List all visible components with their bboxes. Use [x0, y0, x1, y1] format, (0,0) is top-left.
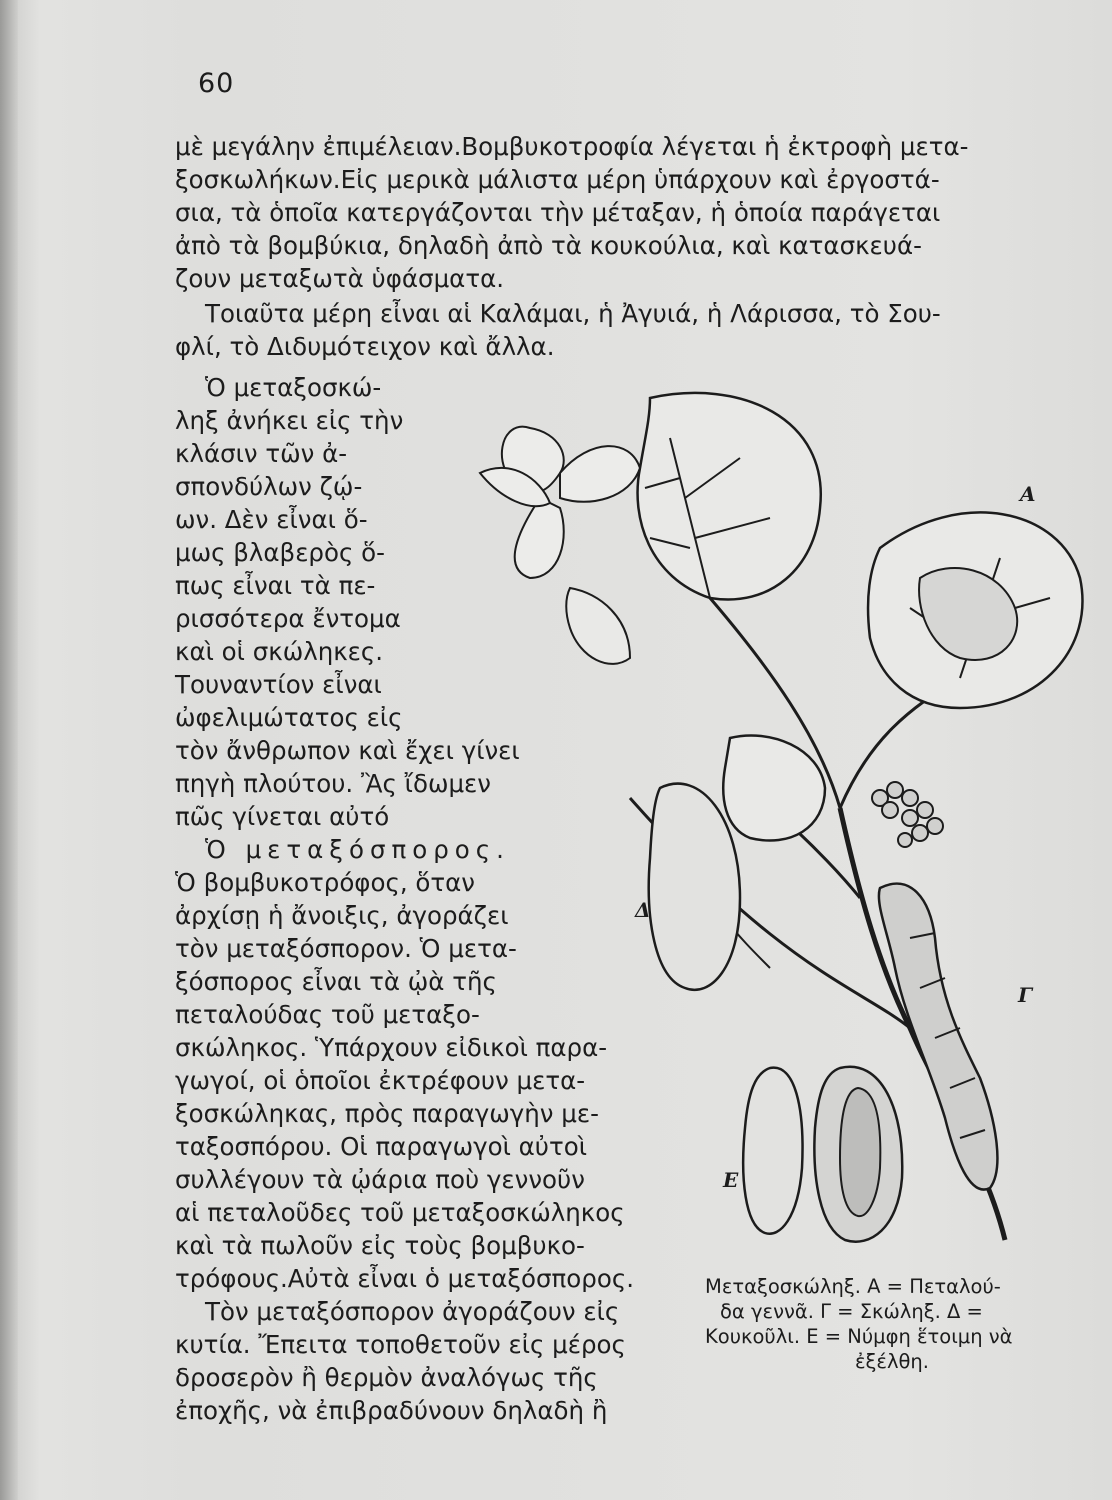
text-line: τὸν μεταξόσπορον. Ὁ μετα-	[175, 934, 517, 963]
text-line: καὶ τὰ πωλοῦν εἰς τοὺς βομβυκο-	[175, 1231, 585, 1260]
text-line: συλλέγουν τὰ ᾠάρια ποὺ γεννοῦν	[175, 1165, 585, 1194]
text-line: πηγὴ πλούτου. Ἂς ἴδωμεν	[175, 769, 491, 798]
text-line: σκώληκος. Ὑπάρχουν εἰδικοὶ παρα-	[175, 1033, 608, 1062]
figure-label-g: Γ	[1018, 983, 1033, 1007]
text-line: ζουν μεταξωτὰ ὑφάσματα.	[175, 264, 505, 293]
text-line: σπονδύλων ζῴ-	[175, 472, 363, 501]
figure-label-a: Α	[1020, 482, 1036, 506]
text-line: γωγοί, οἱ ὁποῖοι ἐκτρέφουν μετα-	[175, 1066, 586, 1095]
text-line: ταξοσπόρου. Οἱ παραγωγοὶ αὐτοὶ	[175, 1132, 588, 1161]
text-line: σια, τὰ ὁποῖα κατεργάζονται τὴν μέταξαν, ἡ ὁποία παράγεται	[175, 198, 941, 227]
text-line: μως βλαβερὸς ὅ-	[175, 538, 385, 567]
text-line: πως εἶναι τὰ πε-	[175, 571, 376, 600]
text-line: φλί, τὸ Διδυμότειχον καὶ ἄλλα.	[175, 332, 555, 361]
text-line: τρόφους.Αὐτὰ εἶναι ὁ μεταξόσπορος.	[175, 1264, 634, 1293]
text-line: ρισσότερα ἔντομα	[175, 604, 401, 633]
text-line: ἀρχίσῃ ἡ ἄνοιξις, ἀγοράζει	[175, 901, 509, 930]
text-line: Ὁ βομβυκοτρόφος, ὅταν	[175, 868, 475, 897]
text-line: πεταλούδας τοῦ μεταξο-	[175, 1000, 480, 1029]
text-line: ξοσκώληκας, πρὸς παραγωγὴν με-	[175, 1099, 599, 1128]
book-spine-shadow	[0, 0, 18, 1500]
text-line: ων. Δὲν εἶναι ὅ-	[175, 505, 368, 534]
text-line: Ὁ μεταξοσκώ-	[205, 373, 382, 402]
text-line: ξοσκωλήκων.Εἰς μερικὰ μάλιστα μέρη ὑπάρχουν καὶ ἐργοστά-	[175, 165, 940, 194]
text-line: ξόσπορος εἶναι τὰ ᾠὰ τῆς	[175, 967, 497, 996]
text-line: τὸν ἄνθρωπον καὶ ἔχει γίνει	[175, 736, 520, 765]
figure-label-d: Δ	[635, 898, 651, 922]
mulberry-branch-drawing	[440, 378, 1105, 1258]
text-line: Τουναντίον εἶναι	[175, 670, 382, 699]
text-line: ληξ ἀνήκει εἰς τὴν	[175, 406, 404, 435]
text-line: πῶς γίνεται αὐτό	[175, 802, 390, 831]
figure-caption-line: Μεταξοσκώληξ. Α = Πεταλού-	[705, 1275, 1001, 1298]
figure-caption-line: δα γεννᾶ. Γ = Σκώληξ. Δ =	[720, 1300, 983, 1323]
text-line: δροσερὸν ἢ θερμὸν ἀναλόγως τῆς	[175, 1363, 598, 1392]
text-line: καὶ οἱ σκώληκες.	[175, 637, 384, 666]
text-line: μὲ μεγάλην ἐπιμέλειαν.Βομβυκοτροφία λέγεται ἡ ἐκτροφὴ μετα-	[175, 132, 969, 161]
figure-caption-line: ἐξέλθη.	[855, 1350, 929, 1373]
text-line: κυτία. Ἔπειτα τοποθετοῦν εἰς μέρος	[175, 1330, 626, 1359]
text-line: Τοιαῦτα μέρη εἶναι αἱ Καλάμαι, ἡ Ἀγυιά, ἡ Λάρισσα, τὸ Σου-	[205, 299, 941, 328]
figure-caption-line: Κουκοῦλι. Ε = Νύμφη ἕτοιμη νὰ	[705, 1325, 1013, 1348]
text-line: ἐποχῆς, νὰ ἐπιβραδύνουν δηλαδὴ ἢ	[175, 1396, 608, 1425]
page-number: 60	[198, 68, 235, 99]
text-line: αἱ πεταλοῦδες τοῦ μεταξοσκώληκος	[175, 1198, 625, 1227]
text-line: κλάσιν τῶν ἀ-	[175, 439, 348, 468]
text-line: ἀπὸ τὰ βομβύκια, δηλαδὴ ἀπὸ τὰ κουκούλια, καὶ κατασκευά-	[175, 231, 922, 260]
figure-label-e: Ε	[723, 1168, 739, 1192]
silkworm-illustration	[440, 378, 1105, 1258]
text-line: Τὸν μεταξόσπορον ἀγοράζουν εἰς	[205, 1297, 620, 1326]
section-heading: Ὁ μεταξόσπορος.	[205, 835, 510, 864]
text-line: ὠφελιμώτατος εἰς	[175, 703, 403, 732]
